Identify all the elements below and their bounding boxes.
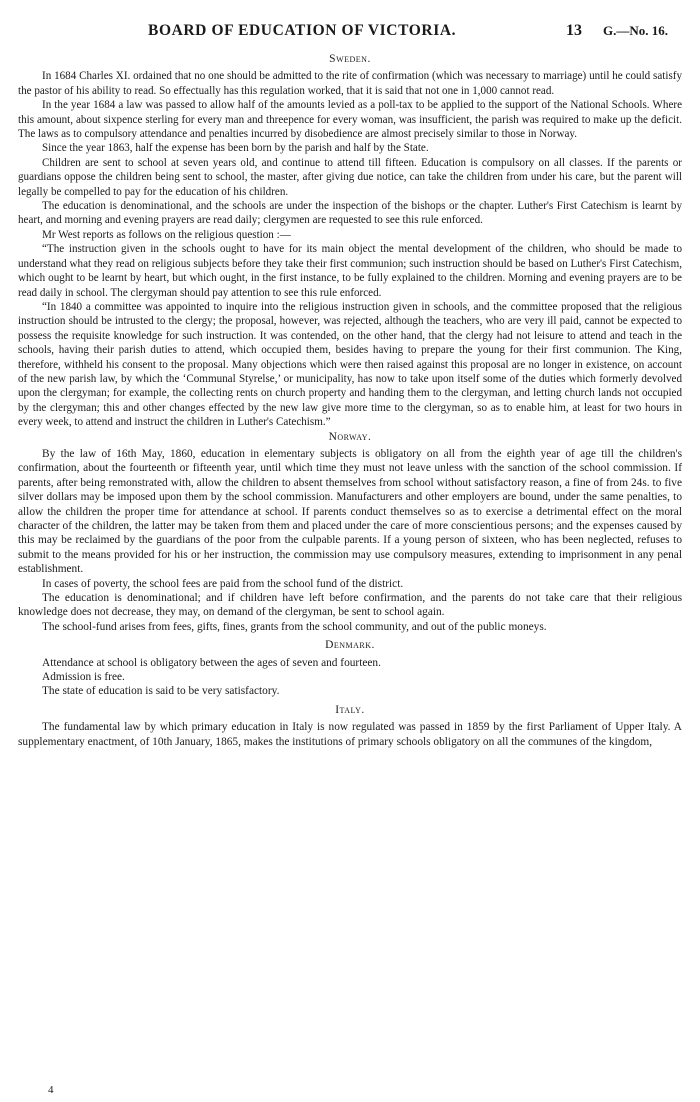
- paragraph: By the law of 16th May, 1860, education in elementary subjects is obligatory on all from the eighth year of age till the children's confirmation, about the fourteenth or fifteenth year, until which time they must not leave unless with the sanction of the school commission. If parents, after being remonstrated with, allow the children to absent themselves from school without satisfactory reason, a fine of from 24s. to five silver dollars may be imposed upon them by the school commission. Manufacturers and other employers are bound, under the same penalties, to allow the children the proper time for attendance at school. If parents conduct themselves so as to exercise a detrimental effect on the moral character of the children, the latter may be taken from them and placed under the care of more conscientious persons; and the expenses caused by this may be reclaimed by the guardians of the poor from the culpable parents. If a young person of sixteen, who has been neglected, refuses to submit to the means provided for his or her instruction, the commission may use compulsory measures, extending to imprisonment in any penal establishment.: [18, 447, 682, 576]
- section-italy: [18, 703, 682, 749]
- paragraph: The school-fund arises from fees, gifts, fines, grants from the school community, and out of the public moneys.: [42, 620, 547, 633]
- section-title-sweden: Sweden.: [329, 53, 371, 65]
- paragraph: The fundamental law by which primary education in Italy is now regulated was passed in 1859 by the first Parliament of Upper Italy. A supplementary enactment, of 10th January, 1865, makes the institutions of primary schools obligatory on all the communes of the kingdom,: [18, 721, 682, 748]
- paragraph: Children are sent to school at seven years old, and continue to attend till fifteen. Education is compulsory on all classes. If the parents or guardians oppose the children being sent to school, the master, after giving due notice, can take the children from under his care, but the parent will legally be compelled to pay for the education of his children.: [18, 156, 682, 198]
- section-title-denmark: Denmark.: [325, 639, 375, 652]
- paragraph: The education is denominational, and the schools are under the inspection of the bishops or the chapter. Luther's First Catechism is learnt by heart, and morning and evening prayers are read daily; clergymen are requested to see this rule enforced.: [18, 200, 682, 227]
- section-sweden: [18, 52, 682, 430]
- section-denmark: [18, 638, 682, 699]
- section-norway: [18, 430, 682, 635]
- section-title-italy: Italy.: [335, 703, 365, 716]
- paragraph: The education is denominational; and if children have left before confirmation, and the parents do not take care that their religious knowledge does not decrease, they may, on demand of the clergyman, be sent to school again.: [18, 592, 682, 619]
- paragraph: Admission is free.: [42, 671, 125, 684]
- paragraph: Attendance at school is obligatory between the ages of seven and fourteen.: [42, 656, 381, 669]
- page-body: [18, 52, 682, 749]
- running-title: BOARD OF EDUCATION OF VICTORIA.: [148, 22, 457, 39]
- page-header: [0, 22, 700, 44]
- section-title-norway: Norway.: [328, 430, 372, 443]
- paragraph: Since the year 1863, half the expense has been born by the parish and half by the State.: [42, 142, 429, 155]
- paragraph: The state of education is said to be very satisfactory.: [42, 685, 280, 698]
- paragraph: In the year 1684 a law was passed to allow half of the amounts levied as a poll-tax to be applied to the support of the National Schools. Where this amount, about sixpence sterling for every man and threepence for every woman, was insufficient, the parish was required to make up the deficit. The laws as to compulsory attendance and penalties incurred by disobedience are almost precisely similar to those in Norway.: [18, 99, 682, 141]
- paper-reference: G.—No. 16.: [603, 23, 668, 38]
- quotation-paragraph: “The instruction given in the schools ought to have for its main object the mental development of the children, who should be made to understand what they read on religious subjects before they take their first communion; such instruction should be based on Luther's First Catechism, which ought to be learnt by heart, but which ought, in the first instance, to be fully explained to the children. Morning and evening prayers are to be read daily in school. The clergyman should pay attention to see this rule enforced.: [18, 243, 682, 299]
- quotation-paragraph: “In 1840 a committee was appointed to inquire into the religious instruction given in schools, and the committee proposed that the religious instruction should be intrusted to the clergy; the proposal, however, was rejected, although the teachers, who are very ill paid, cannot be expected to possess the requisite knowledge for such instruction. It was contended, on the other hand, that the clergy had not leisure to attend and teach in the schools, having their parish duties to attend, which occupied them, besides having to prepare the young for their first communion. The King, therefore, withheld his consent to the proposal. Many objections which were then raised against this proposal are no longer in existence, on account of the new parish law, by which the ‘Communal Styrelse,’ or municipality, has now to take upon itself some of the duties which formerly devolved upon the clergyman; for example, the collecting rents on church property and handing them to the clergyman, and letting church lands not occupied by the clergyman; this and other changes effected by the new law give more time to the clergyman, so as to enable him, at least for two hours in every week, to attend and instruct the children in Luther's Catechism.”: [18, 300, 682, 429]
- paragraph: Mr West reports as follows on the religious question :—: [42, 228, 291, 241]
- paragraph: In 1684 Charles XI. ordained that no one should be admitted to the rite of confirmation (which was necessary to marriage) until he could satisfy the pastor of his ability to read. So effectually has this regulation worked, that it is said that not one in 1,000 cannot read.: [18, 70, 682, 97]
- page-number: 13: [566, 22, 582, 39]
- folio-mark: 4: [48, 1084, 54, 1096]
- paragraph: In cases of poverty, the school fees are paid from the school fund of the district.: [42, 577, 404, 590]
